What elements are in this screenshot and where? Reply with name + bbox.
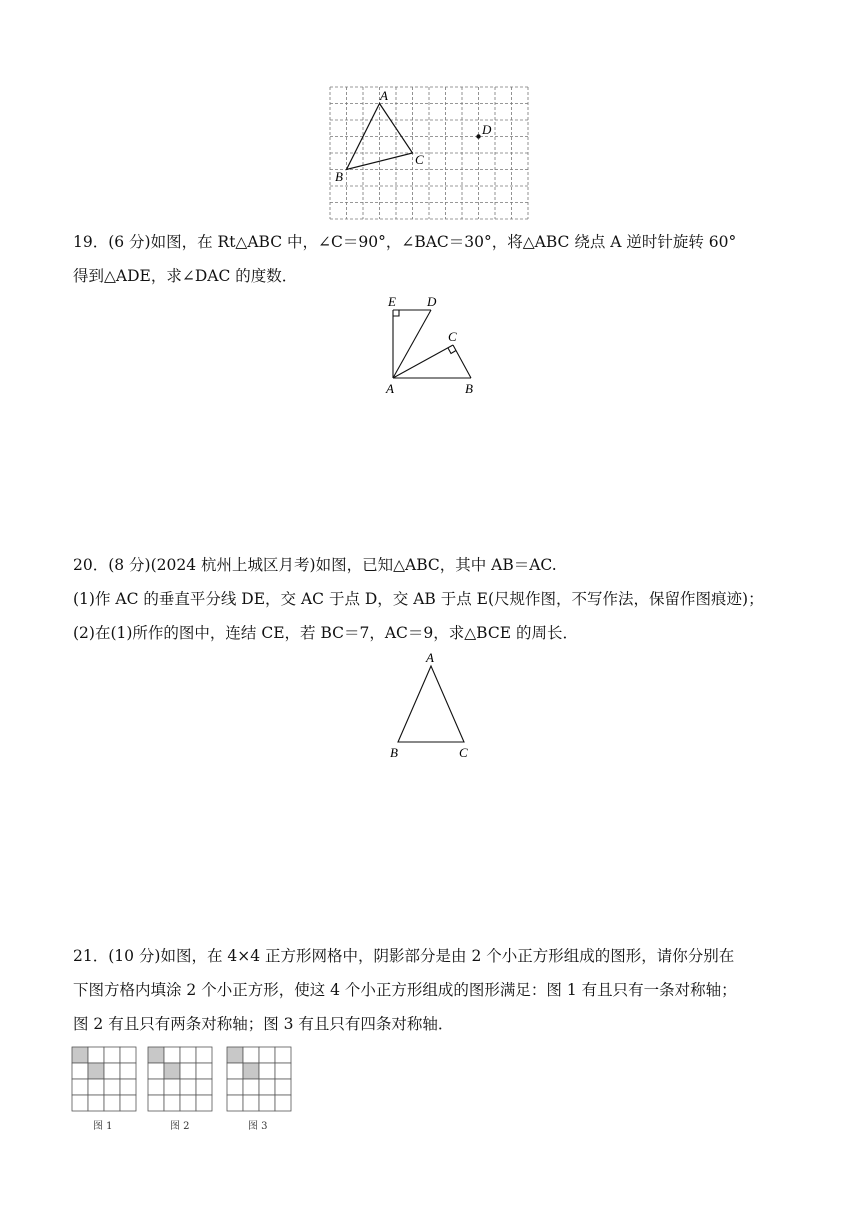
grid-cell[interactable]	[196, 1079, 212, 1095]
shaded-cell[interactable]	[243, 1063, 259, 1079]
shaded-cell[interactable]	[88, 1063, 104, 1079]
grid-cell[interactable]	[72, 1095, 88, 1111]
grid-cell[interactable]	[88, 1047, 104, 1063]
grid-cell[interactable]	[259, 1063, 275, 1079]
label-d-18: D	[482, 122, 492, 137]
grid-cell[interactable]	[120, 1063, 136, 1079]
grid-cell[interactable]	[227, 1095, 243, 1111]
grid-cell[interactable]	[180, 1079, 196, 1095]
label-b-20: B	[390, 745, 398, 760]
grid-cell[interactable]	[148, 1063, 164, 1079]
grid-cell[interactable]	[243, 1095, 259, 1111]
shaded-cell[interactable]	[72, 1047, 88, 1063]
caption-figure-2: 图 2	[170, 1121, 190, 1132]
label-a-19: A	[386, 381, 394, 396]
grid-cell[interactable]	[275, 1079, 291, 1095]
grid-cell[interactable]	[275, 1095, 291, 1111]
grid-cell[interactable]	[88, 1095, 104, 1111]
grid-cell[interactable]	[227, 1063, 243, 1079]
grid-cell[interactable]	[180, 1047, 196, 1063]
grid-cell[interactable]	[180, 1063, 196, 1079]
q21-line2: 下图方格内填涂 2 个小正方形，使这 4 个小正方形组成的图形满足：图 1 有且只有一条对称轴；	[73, 981, 737, 999]
grid-figure-2[interactable]	[147, 1046, 213, 1112]
label-a-20: A	[426, 650, 434, 665]
grid-cell[interactable]	[164, 1095, 180, 1111]
grid-cell[interactable]	[120, 1047, 136, 1063]
shaded-cell[interactable]	[148, 1047, 164, 1063]
q21-line1: 21．(10 分)如图，在 4×4 正方形网格中，阴影部分是由 2 个小正方形组成的图形，请你分别在	[73, 947, 735, 965]
point-d	[476, 134, 480, 138]
label-e-19: E	[388, 294, 396, 309]
grid-cell[interactable]	[196, 1095, 212, 1111]
caption-figure-3: 图 3	[248, 1121, 268, 1132]
label-c-19: C	[448, 329, 457, 344]
grid-cell[interactable]	[196, 1047, 212, 1063]
grid-figure-18	[325, 82, 535, 222]
grid-cell[interactable]	[148, 1079, 164, 1095]
grid-cell[interactable]	[275, 1063, 291, 1079]
grid-cell[interactable]	[180, 1095, 196, 1111]
grid-cell[interactable]	[227, 1079, 243, 1095]
caption-figure-1: 图 1	[93, 1121, 113, 1132]
grid-cell[interactable]	[164, 1047, 180, 1063]
grid-cell[interactable]	[243, 1047, 259, 1063]
grid-cell[interactable]	[104, 1079, 120, 1095]
grid-cell[interactable]	[259, 1079, 275, 1095]
q19-line2: 得到△ADE，求∠DAC 的度数．	[73, 267, 298, 285]
grid-figure-3[interactable]	[226, 1046, 292, 1112]
grid-cell[interactable]	[275, 1047, 291, 1063]
label-a-18: A	[380, 88, 388, 103]
shaded-cell[interactable]	[164, 1063, 180, 1079]
label-d-19: D	[427, 294, 437, 309]
shaded-cell[interactable]	[227, 1047, 243, 1063]
grid-cell[interactable]	[259, 1047, 275, 1063]
grid-cell[interactable]	[104, 1095, 120, 1111]
grid-cell[interactable]	[148, 1095, 164, 1111]
grid-cell[interactable]	[120, 1095, 136, 1111]
grid-cell[interactable]	[120, 1079, 136, 1095]
q20-line2: (1)作 AC 的垂直平分线 DE，交 AC 于点 D，交 AB 于点 E(尺规作图，不写作法，保留作图痕迹)；	[73, 590, 764, 608]
grid-cell[interactable]	[104, 1047, 120, 1063]
label-c-20: C	[459, 745, 468, 760]
q21-line3: 图 2 有且只有两条对称轴；图 3 有且只有四条对称轴．	[73, 1015, 454, 1033]
label-c-18: C	[415, 152, 424, 167]
label-b-19: B	[465, 381, 473, 396]
label-b-18: B	[335, 169, 343, 184]
grid-cell[interactable]	[72, 1063, 88, 1079]
grid-cell[interactable]	[72, 1079, 88, 1095]
grid-cell[interactable]	[104, 1063, 120, 1079]
rotation-figure-19	[380, 292, 485, 397]
grid-cell[interactable]	[259, 1095, 275, 1111]
grid-cell[interactable]	[164, 1079, 180, 1095]
grid-figure-1[interactable]	[71, 1046, 137, 1112]
isosceles-figure-20	[385, 648, 480, 763]
grid-cell[interactable]	[196, 1063, 212, 1079]
q19-line1: 19．(6 分)如图，在 Rt△ABC 中，∠C＝90°，∠BAC＝30°，将△ABC 绕点 A 逆时针旋转 60°	[73, 233, 737, 251]
q20-line3: (2)在(1)所作的图中，连结 CE，若 BC＝7，AC＝9，求△BCE 的周长．	[73, 624, 578, 642]
grid-cell[interactable]	[243, 1079, 259, 1095]
q20-line1: 20．(8 分)(2024 杭州上城区月考)如图，已知△ABC，其中 AB＝AC.	[73, 556, 557, 574]
grid-cell[interactable]	[88, 1079, 104, 1095]
